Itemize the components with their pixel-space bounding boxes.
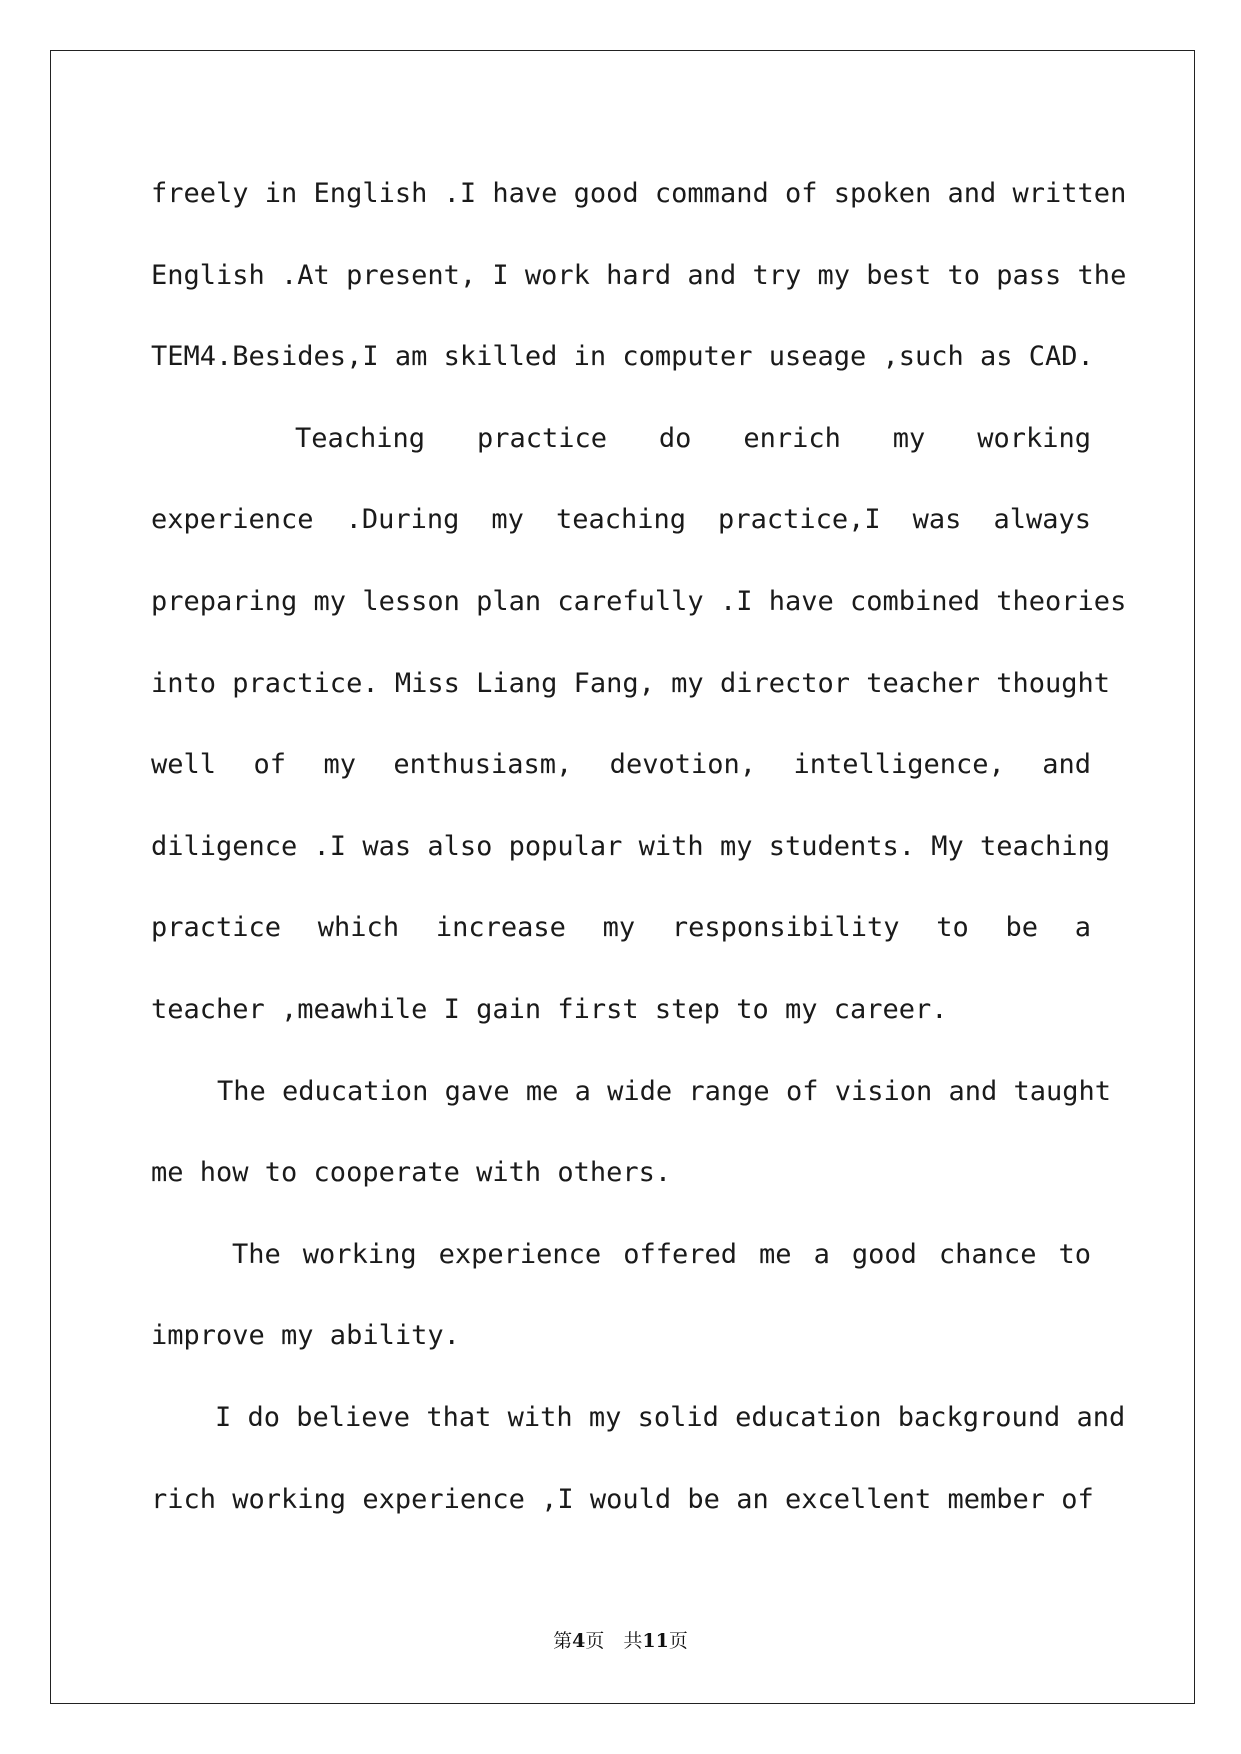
page-footer xyxy=(0,1626,1241,1653)
footer-middle: 页 共 xyxy=(585,1630,643,1652)
text-line: experience .During my teaching practice,I was always xyxy=(151,504,1091,536)
current-page-number: 4 xyxy=(572,1630,586,1652)
text-line: well of my enthusiasm, devotion, intelligence, and xyxy=(151,749,1091,781)
text-line: teacher ,meawhile I gain first step to my career. xyxy=(151,993,948,1025)
text-line: preparing my lesson plan carefully .I have combined theories xyxy=(151,585,1127,617)
text-line: I do believe that with my solid education background and xyxy=(215,1401,1126,1433)
text-line: The working experience offered me a good chance to xyxy=(232,1238,1091,1270)
footer-prefix: 第 xyxy=(553,1630,573,1652)
footer-suffix: 页 xyxy=(668,1630,688,1652)
text-line: diligence .I was also popular with my students. My teaching xyxy=(151,830,1111,862)
text-line: improve my ability. xyxy=(151,1320,460,1352)
text-line: Teaching practice do enrich my working xyxy=(295,422,1091,454)
text-line: practice which increase my responsibility to be a xyxy=(151,912,1091,944)
text-line: into practice. Miss Liang Fang, my director teacher thought xyxy=(151,667,1111,699)
text-line: freely in English .I have good command of spoken and written xyxy=(151,178,1127,209)
text-line: English .At present, I work hard and try my best to pass the xyxy=(151,259,1127,291)
text-line: rich working experience ,I would be an excellent member of xyxy=(151,1483,1094,1515)
document-body xyxy=(151,153,1127,1540)
total-pages-number: 11 xyxy=(642,1630,669,1652)
text-line: TEM4.Besides,I am skilled in computer useage ,such as CAD. xyxy=(151,341,1094,373)
text-line: me how to cooperate with others. xyxy=(151,1157,672,1189)
text-line: The education gave me a wide range of vision and taught xyxy=(217,1075,1112,1107)
